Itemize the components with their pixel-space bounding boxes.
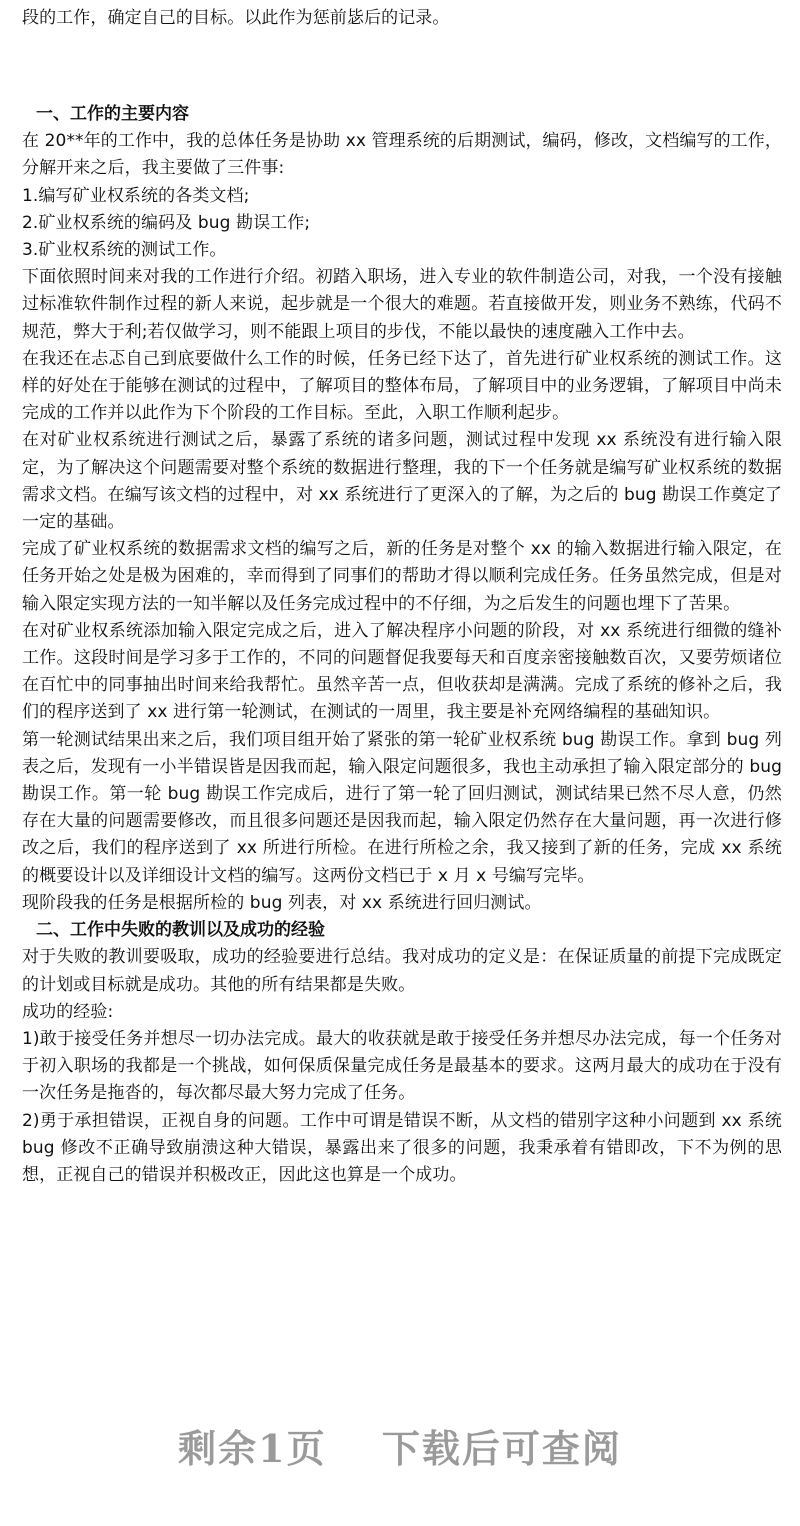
remaining-pages-label[interactable]: 剩余1页 [178, 1426, 327, 1471]
download-to-read-label[interactable]: 下载后可查阅 [381, 1426, 622, 1471]
intro-fragment [22, 0, 782, 44]
section-1-heading: 一、工作的主要内容 [36, 104, 189, 124]
section-1-list-item: 2.矿业权系统的编码及 bug 勘误工作; [22, 212, 311, 233]
section-2-paragraph: 成功的经验: [22, 1001, 114, 1022]
section-2-paragraph: 2)勇于承担错误，正视自身的问题。工作中可谓是错误不断，从文档的错别字这种小问题到 xx 系统 bug 修改不正确导致崩溃这种大错误，暴露出来了很多的问题，我秉承着有错即改，下不为例的思想，正视自己的错误并积极改正，因此这也算是一个成功。 [22, 1110, 782, 1185]
section-2-heading: 二、工作中失败的教训以及成功的经验 [36, 920, 325, 941]
section-1-paragraph: 在 20**年的工作中，我的总体任务是协助 xx 管理系统的后期测试，编码，修改，文档编写的工作，分解开来之后，我主要做了三件事: [22, 131, 782, 179]
document-body [22, 0, 782, 1345]
section-1-paragraph: 现阶段我的任务是根据所检的 bug 列表，对 xx 系统进行回归测试。 [22, 892, 542, 913]
section-2-paragraph: 对于失败的教训要吸取，成功的经验要进行总结。我对成功的定义是：在保证质量的前提下完成既定的计划或目标就是成功。其他的所有结果都是失败。 [22, 947, 782, 995]
section-1-paragraph: 下面依照时间来对我的工作进行介绍。初踏入职场，进入专业的软件制造公司，对我，一个没有接触过标准软件制作过程的新人来说，起步就是一个很大的难题。若直接做开发，则业务不熟练，代码不规范，弊大于利;若仅做学习，则不能跟上项目的步伐，不能以最快的速度融入工作中去。 [22, 267, 782, 342]
section-2-paragraph: 1)敢于接受任务并想尽一切办法完成。最大的收获就是敢于接受任务并想尽办法完成，每一个任务对于初入职场的我都是一个挑战，如何保质保量完成任务是最基本的要求。这两月最大的成功在于没有一次任务是拖沓的，每次都尽最大努力完成了任务。 [22, 1028, 782, 1104]
section-1-paragraph: 完成了矿业权系统的数据需求文档的编写之后，新的任务是对整个 xx 的输入数据进行输入限定，在任务开始之处是极为困难的，幸而得到了同事们的帮助才得以顺利完成任务。任务虽然完成，但是对输入限定实现方法的一知半解以及任务完成过程中的不仔细，为之后发生的问题也埋下了苦果。 [22, 539, 782, 614]
section-1-paragraph: 在对矿业权系统添加输入限定完成之后，进入了解决程序小问题的阶段，对 xx 系统进行细微的缝补工作。这段时间是学习多于工作的，不同的问题督促我要每天和百度亲密接触数百次，又要劳烦诸位在百忙中的同事抽出时间来给我帮忙。虽然辛苦一点，但收获却是满满。完成了系统的修补之后，我们的程序送到了 xx 进行第一轮测试，在测试的一周里，我主要是补充网络编程的基础知识。 [22, 620, 782, 723]
section-1-paragraph: 在我还在忐忑自己到底要做什么工作的时候，任务已经下达了，首先进行矿业权系统的测试工作。这样的好处在于能够在测试的过程中，了解项目的整体布局，了解项目中的业务逻辑，了解项目中尚未完成的工作并以此作为下个阶段的工作目标。至此，入职工作顺利起步。 [22, 348, 782, 424]
section-1-paragraph: 在对矿业权系统进行测试之后，暴露了系统的诸多问题，测试过程中发现 xx 系统没有进行输入限定，为了解决这个问题需要对整个系统的数据进行整理，我的下一个任务就是编写矿业权系统的数据需求文档。在编写该文档的过程中，对 xx 系统进行了更深入的了解，为之后的 bug 勘误工作奠定了一定的基础。 [22, 430, 782, 533]
section-1-paragraph: 第一轮测试结果出来之后，我们项目组开始了紧张的第一轮矿业权系统 bug 勘误工作。拿到 bug 列表之后，发现有一小半错误皆是因我而起，输入限定问题很多，我也主动承担了输入限定部分的 bug 勘误工作。第一轮 bug 勘误工作完成后，进行了第一轮了回归测试，测试结果已然不尽人意，仍然存在大量的问题需要修改，而且很多问题还是因我而起，输入限定仍然存在大量问题，再一次进行修改之后，我们的程序送到了 xx 所进行所检。在进行所检之余，我又接到了新的任务，完成 xx 系统的概要设计以及详细设计文档的编写。这两份文档已于 x 月 x 号编写完毕。 [22, 729, 782, 886]
section-1-list-item: 3.矿业权系统的测试工作。 [22, 240, 227, 261]
section-1-list-item: 1.编写矿业权系统的各类文档; [22, 185, 250, 206]
spacer [22, 44, 782, 98]
intro-line-2: 段的工作，确定自己的目标。以此作为惩前毖后的记录。 [22, 8, 450, 29]
download-prompt[interactable] [0, 1418, 800, 1473]
